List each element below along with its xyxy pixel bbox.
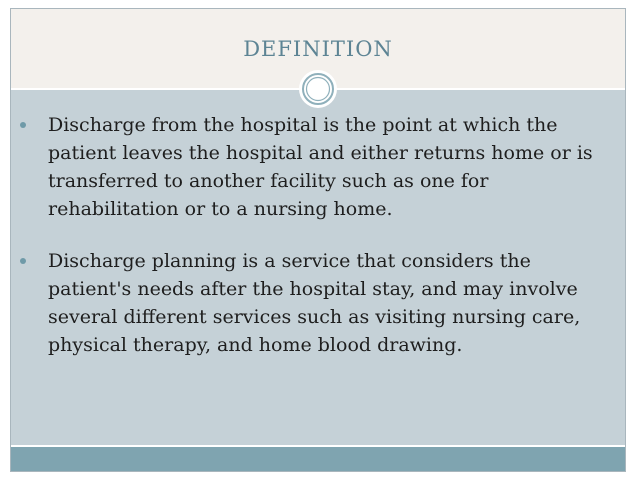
slide-title: DEFINITION [243, 37, 393, 61]
bullet-dot-icon [20, 258, 26, 264]
circle-ornament-icon [298, 69, 338, 109]
bullet-text: Discharge from the hospital is the point at which the patient leaves the hospital and either returns home or is transferred to another facility such as one for rehabilitation or to a nursing home. [48, 114, 593, 220]
bullet-dot-icon [20, 122, 26, 128]
bullet-list [18, 111, 603, 359]
bullet-text: Discharge planning is a service that considers the patient's needs after the hospital stay, and may involve several different services such as visiting nursing care, physical therapy, and home blood drawing. [48, 250, 581, 356]
footer-band [11, 447, 625, 471]
bullet-item [18, 111, 603, 223]
bullet-item [18, 247, 603, 359]
